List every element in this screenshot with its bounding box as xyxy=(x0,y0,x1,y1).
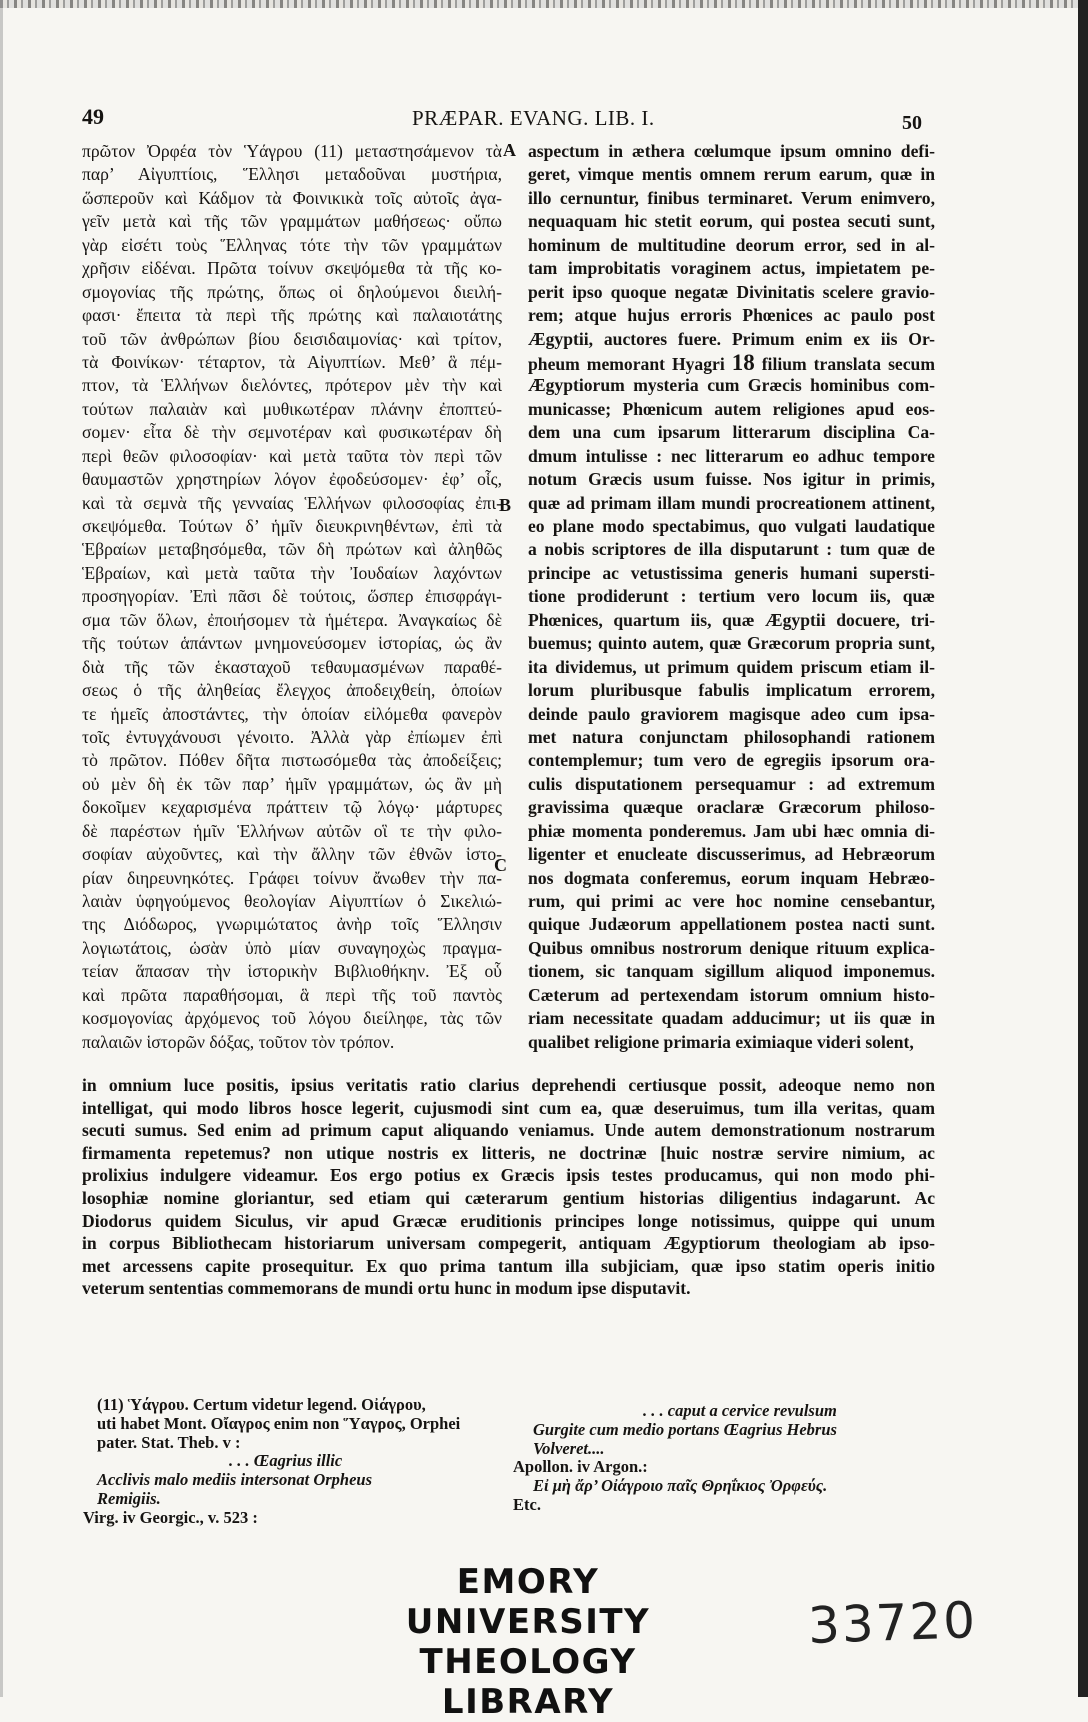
text-line: καὶ πρῶτα παραθήσομαι, ἃ περὶ τῆς τοῦ παντὸς xyxy=(82,984,502,1005)
text-line: rem; atque hujus erroris Phœnices ac paulo post xyxy=(528,305,935,326)
text-line: riam necessitate quadam adducimur; ut iis quæ in xyxy=(528,1008,935,1029)
text-line: Quibus omnibus nostrorum denique rituum explica- xyxy=(528,937,935,958)
text-line: τείαν ἅπασαν τὴν ἱστορικὴν Βιβλιοθήκην. Ἐξ οὗ xyxy=(82,961,502,982)
full-width-latin-paragraph xyxy=(82,1074,935,1300)
library-stamp xyxy=(378,1562,678,1722)
footnote-right xyxy=(513,1402,923,1515)
footnote-verse: . . . caput a cervice revulsum xyxy=(643,1401,837,1420)
text-line: rum, qui primi ac vere hoc nomine censebantur, xyxy=(528,891,935,911)
text-line: Diodorus quidem Siculus, vir apud Græcæ eruditionis principes longe notissimus, quippe qui unum xyxy=(82,1210,935,1231)
text-line: pheum memorant Hyagri 18 filium translata secum xyxy=(528,350,935,375)
text-line: Ægyptii, auctores fuere. Primum enim ex iis Or- xyxy=(528,328,935,349)
text-line: κοσμογονίας ἀρχόμενος τοῦ λόγου διείληφε, τὰς τῶν xyxy=(82,1008,502,1029)
text-line: σοφίαν αὐχοῦντες, καὶ τὴν ἄλλην τῶν ἐθνῶν ἱστο- xyxy=(82,844,502,865)
text-line: quique Judæorum appellationem postea nacti sunt. xyxy=(528,914,935,935)
text-line: in corpus Bibliothecam historiarum universam compegerit, antiquam Ægyptiorum theologiam ab ipso- xyxy=(82,1233,935,1254)
text-line: σμογονίας τῆς πρώτης, ὅπως οἱ δηλούμενοι διειλή- xyxy=(82,281,502,302)
running-title: PRÆPAR. EVANG. LIB. I. xyxy=(412,106,655,130)
text-line: χρῆσιν εἰδέναι. Πρῶτα τοίνυν σκεψόμεθα τὰ τῆς κο- xyxy=(82,258,502,279)
text-line: τε ἡμεῖς ἀποστάντες, τὴν ὁποίαν εἰλόμεθα φανερὸν xyxy=(82,703,502,724)
footnote-line: (11) Ὑάγρου. Certum videtur legend. Οἰάγρου, xyxy=(97,1395,426,1414)
text-line: a nobis scriptores de illa disputarunt : tum quæ de xyxy=(528,539,935,560)
text-line: Ἑβραίων, καὶ μετὰ ταῦτα τὴν Ἰουδαίων λαχόντων xyxy=(82,562,502,583)
text-line: deinde paulo graviorem magisque adeo cum ipsa- xyxy=(528,703,935,724)
text-line: ρίαν διηρευνηκότες. Γράφει τοίνυν ἄνωθεν τὴν πα- xyxy=(82,867,502,888)
text-line: tam improbitatis voraginem actus, impietatem pe- xyxy=(528,258,935,279)
footnote-line: Virg. iv Georgic., v. 523 : xyxy=(83,1507,258,1527)
text-line: ὥσπεροῦν καὶ Κάδμον τὰ Φοινικικὰ τοῖς αὐτοῖς ἀγα- xyxy=(82,187,502,208)
page-header xyxy=(82,104,922,134)
text-line: σεως ὁ τῆς ἀληθείας ἔλεγχος ἀποδειχθείη, ὁποίων xyxy=(82,680,502,701)
stamp-line: THEOLOGY LIBRARY xyxy=(419,1642,637,1722)
text-line: eo plane modo spectabimus, quo vulgati laudatique xyxy=(528,516,935,536)
text-line: ita dividemus, ut primum quidem priscum etiam il- xyxy=(528,656,935,677)
text-line: τὰ Φοινίκων· τέταρτον, τὰ Αἰγυπτίων. Μεθ’ ἃ πέμ- xyxy=(82,351,502,372)
text-line: τοῦ τῶν ἀνθρώπων βίου δεισιδαιμονίας· καὶ τρίτον, xyxy=(82,328,502,349)
scan-top-edge xyxy=(0,0,1088,8)
margin-marker-b: B xyxy=(499,495,512,515)
text-line: Ἑβραίων μεταβησόμεθα, τῶν δὴ πρώτων καὶ ἀληθῶς xyxy=(82,539,502,560)
text-line: παρ’ Αἰγυπτίοις, Ἕλλησι μεταδοῦναι μυστήρια, xyxy=(82,164,502,185)
text-line: buemus; quinto autem, quæ Græcorum propria sunt, xyxy=(528,633,935,654)
footnote-verse: Remigiis. xyxy=(97,1488,161,1508)
text-line: tione prodiderunt : tertium vero locum iis, quæ xyxy=(528,586,935,607)
scan-right-edge xyxy=(1078,0,1088,1697)
footnote-line: Apollon. iv Argon.: xyxy=(513,1457,648,1477)
footnote-verse: Acclivis malo mediis intersonat Orpheus xyxy=(97,1470,373,1490)
text-line: τούτων παλαιὰν καὶ μυθικωτέραν πλάνην ἐποπτεύ- xyxy=(82,398,502,419)
text-line: θαυμαστῶν χρηστηρίων λόγον ἐφοδεύσομεν· ἐφ’ οἷς, xyxy=(82,469,502,490)
text-line: παλαιῶν ἱστορῶν δόξας, τοῦτον τὸν τρόπον. xyxy=(82,1031,395,1052)
footnote-line: uti habet Mont. Οἴαγρος enim non Ὕαγρος, Orphei xyxy=(97,1413,461,1433)
text-line: notum Græcis usum fuisse. Nos igitur in primis, xyxy=(528,469,935,490)
text-line: principe ac vetustissima generis humani supersti- xyxy=(528,562,935,583)
text-line: οὐ μὲν δὴ ἐκ τῶν παρ’ ἡμῖν γραμμάτων, ὡς ἂν μὴ xyxy=(82,773,502,794)
text-line: καὶ τὰ σεμνὰ τῆς γενναίας Ἑλλήνων φιλοσοφίας ἐπι- xyxy=(82,492,502,513)
text-line: Cæterum ad pertexendam istorum omnium histo- xyxy=(528,984,935,1005)
text-line: τὸ πρῶτον. Πόθεν δῆτα πιστωσόμεθα τὰς ἀποδείξεις; xyxy=(82,750,502,771)
text-line: γὰρ εἰσέτι τοὺς Ἕλληνας τότε τὴν τῶν γραμμάτων xyxy=(82,234,502,255)
text-line: δοκοῖμεν κεχαρισμένα πράττειν τῷ λόγῳ· μάρτυρες xyxy=(82,797,502,818)
column-number-18: 18 xyxy=(731,350,755,375)
text-line: λογιωτάτοις, ὡσὰν ὑπὸ μίαν συναγηοχὼς πραγμα- xyxy=(82,937,502,958)
handwritten-accession-number: 33720 xyxy=(807,1591,979,1655)
text-line: nos dogmata conferemus, eorum inquam Hebræo- xyxy=(528,867,935,888)
text-line: contemplemur; tum vero de egregiis ipsorum ora- xyxy=(528,750,935,771)
text-line: municasse; Phœnicum autem religiones apud eos- xyxy=(528,398,935,419)
text-line: τοῖς ἐντυγχάνουσι γένοιτο. Ἀλλὰ γὰρ ἐπίωμεν ἐπὶ xyxy=(82,726,502,747)
text-line: secuti sumus. Sed enim ad primum caput aliquando veniamus. Unde autem demonstrationum nostrarum xyxy=(82,1120,935,1141)
text-line: phiæ momenta ponderemus. Jam ubi hæc omnia di- xyxy=(528,820,935,841)
text-line: τῆς τούτων ἁπάντων μνημονεύσομεν ἱστορίας, ὡς ἂν xyxy=(82,633,502,654)
text-line: περὶ θεῶν φιλοσοφίαν· καὶ μετὰ ταῦτα τὸν περὶ τῶν xyxy=(82,445,502,466)
greek-text-column xyxy=(82,140,502,1054)
text-line: qualibet religione primaria eximiaque videri solent, xyxy=(528,1031,914,1052)
text-line: dem una cum ipsarum litterarum disciplina Ca- xyxy=(528,422,935,443)
text-line: losophiæ nomine gloriantur, sed etiam qui cæterarum gentium historias diligentius indagarunt. Ac xyxy=(82,1187,935,1208)
text-line: πτον, τὰ Ἑλλήνων διελόντες, πρότερον μὲν τὴν καὶ xyxy=(82,375,502,396)
text-line: in omnium luce positis, ipsius veritatis ratio clarius deprehendi certiusque possit, adeoque nemo non xyxy=(82,1075,935,1095)
text-line: firmamenta repetemus? non utique nostris ex litteris, ne doctrinæ [huic nostræ servire nimium, ac xyxy=(82,1142,935,1163)
text-line: λαιὰν ὑφηγούμενος θεολογίαν Αἰγυπτίων ὁ Σικελιώ- xyxy=(82,891,502,911)
footnote-greek-verse: Εἰ μὴ ἄρ’ Οἰάγροιο παῖς Θρηΐκιος Ὀρφεύς. xyxy=(533,1476,828,1496)
text-line: gravissima quæque oraclaræ Græcorum philoso- xyxy=(528,797,935,818)
text-line: σκεψόμεθα. Τούτων δ’ ἡμῖν διευκρινηθέντων, ἐπὶ τὰ xyxy=(82,516,502,536)
text-line: dmum intulisse : nec litterarum eo adhuc tempore xyxy=(528,445,935,466)
text-line: πρῶτον Ὀρφέα τὸν Ὑάγρου (11) μεταστησάμενον τὰ xyxy=(82,141,502,161)
text-line: της Διόδωρος, γνωριμώτατος ἀνὴρ τοῖς Ἕλλησιν xyxy=(82,914,502,935)
text-line: διὰ τῆς τῶν ἑκασταχοῦ τεθαυμασμένων παραθέ- xyxy=(82,656,502,677)
text-line: tionem, sic tanquam sigillum aliquod imponemus. xyxy=(528,961,935,982)
text-line: geret, vimque mentis omnem rerum earum, quæ in xyxy=(528,164,935,185)
margin-marker-c: C xyxy=(494,855,507,875)
footnote-left xyxy=(83,1395,517,1528)
text-line: perit ipso quoque negatæ Divinitatis scelere gravio- xyxy=(528,281,935,302)
text-line: ligenter et enucleate discusserimus, ad Hebræorum xyxy=(528,844,935,865)
footnote-line: pater. Stat. Theb. v : xyxy=(97,1432,241,1452)
text-line: aspectum in æthera cœlumque ipsum omnino defi- xyxy=(528,141,935,161)
scan-left-edge xyxy=(0,0,3,1697)
text-line: illo cernuntur, finibus terminaret. Verum enimvero, xyxy=(528,187,935,208)
text-line: προσηγορίαν. Ἐπὶ πᾶσι δὲ τούτοις, ὥσπερ ἐπισφράγι- xyxy=(82,586,502,607)
text-line: σμα τῶν ὅλων, ἐποιήσομεν τὰ ἡμέτερα. Ἀναγκαίως δὲ xyxy=(82,609,502,630)
text-line: met natura conjunctam philosophandi rationem xyxy=(528,726,935,747)
text-line: intelligat, qui modo libros hosce legerit, cujusmodi sint cum ea, quæ deseruimus, tum illa veritas, quam xyxy=(82,1097,935,1118)
right-page-number: 50 xyxy=(902,112,922,134)
text-line: γεῖν μετὰ καὶ τῆς τῶν γραμμάτων μαθήσεως· οὔπω xyxy=(82,211,502,232)
text-line: culis disputationem persequamur : ad extremum xyxy=(528,773,935,794)
footnote-line: Etc. xyxy=(513,1494,541,1514)
text-line: Ægyptiorum mysteria cum Græcis hominibus com- xyxy=(528,375,935,396)
left-page-number: 49 xyxy=(82,104,104,129)
footnote-verse: Volveret.... xyxy=(533,1438,605,1458)
text-line: veterum sententias commemorans de mundi ortu hunc in modum ipse disputavit. xyxy=(82,1278,691,1299)
text-line: σομεν· εἶτα δὲ τὴν σεμνοτέραν καὶ φυσικωτέραν δὴ xyxy=(82,422,502,443)
text-line: prolixius indulgere videamur. Eos ergo potius ex Græcis ipsis testes producamus, qui non modo phi- xyxy=(82,1165,935,1186)
footnote-verse: Gurgite cum medio portans Œagrius Hebrus xyxy=(533,1419,837,1439)
text-line: met arcessens capite prosequitur. Ex quo prima tantum illa subjiciam, quæ ipso statim operis initio xyxy=(82,1255,935,1276)
text-line: hominum de multitudine deorum error, sed in al- xyxy=(528,234,935,255)
text-line: Phœnices, quartum iis, quæ Ægyptii docuere, tri- xyxy=(528,609,935,630)
text-line: δὲ παρέστων ἡμῖν Ἑλλήνων αὐτῶν οἳ τε τὴν φιλο- xyxy=(82,820,502,841)
stamp-line: EMORY UNIVERSITY xyxy=(405,1562,651,1642)
text-line: nequaquam hic stetit eorum, qui postea secuti sunt, xyxy=(528,211,935,232)
text-line: φασι· ἔπειτα τὰ περὶ τῆς πρώτης καὶ παλαιοτάτης xyxy=(82,305,502,326)
text-line: quæ ad primam illam mundi procreationem attinent, xyxy=(528,492,935,513)
latin-text-column xyxy=(528,140,935,1054)
footnote-verse: . . . Œagrius illic xyxy=(229,1451,343,1471)
text-line: lorum pluribusque fabulis implicatum errorem, xyxy=(528,680,935,701)
margin-marker-a: A xyxy=(503,140,516,160)
